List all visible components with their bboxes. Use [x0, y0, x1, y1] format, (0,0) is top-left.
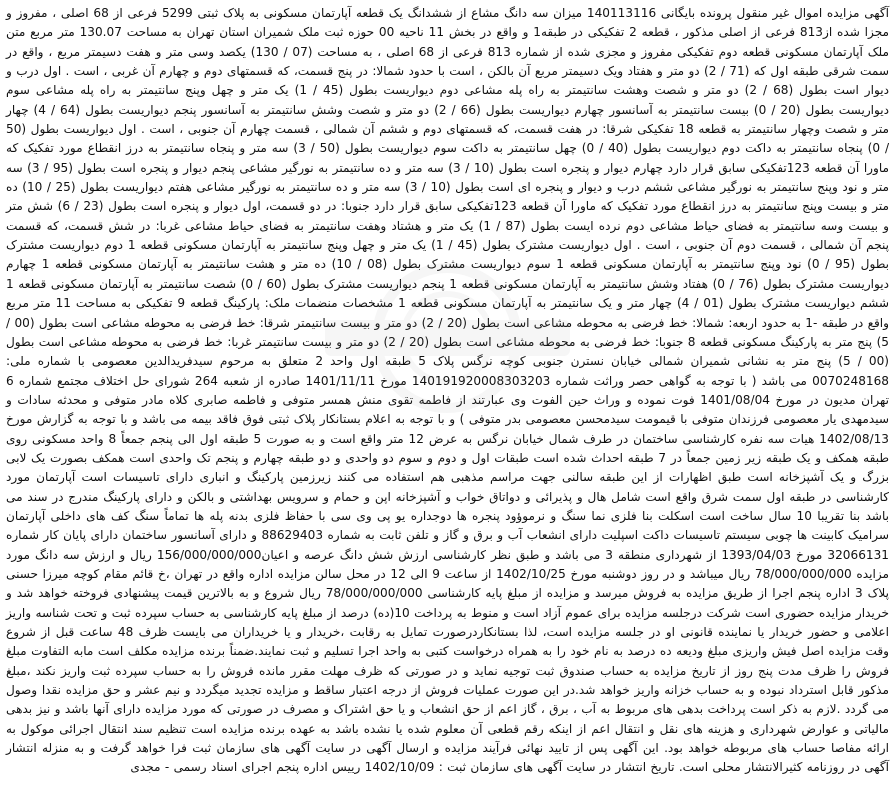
auction-notice-text: آگهی مزایده اموال غیر منقول پرونده بایگانی 140113116 میزان سه دانگ مشاع از ششدانگ یک قطعه آپارتمان مسکونی به پلاک ثبتی 5299 فرعی از 68 اصلی ، مفروز و مجزا شده از813 فرعی از اصلی مذکور ، قطعه 2 تفکیکی در طبقه1 و واقع در بخش 11 ناحیه 00 حوزه ثبت ملک شمیران استان تهران به مساحت 130.07 متر مربع متن ملک آپارتمان مسکونی قطعه دوم تفکیکی مفروز و مجزی شده از شماره 813 فرعی از 68 اصلی ، به مساحت (07 / 130) یکصد وسی متر و هفت دسیمتر مربع ، واقع در سمت شرقی طبقه اول که (71 / 2) دو متر و هفتاد ویک دسیمتر مربع آن بالکن ، است با حدود شمالا: در پنج قسمت، که قسمتهای دوم و چهارم آن غربی ، است . اول درب و دیوار است بطول (68 / 2) دو متر و شصت وهشت سانتیمتر به راه پله مشاعی دوم دیواریست بطول (45 / 1) یک متر و چهل وپنج سانتیمتر به راه پله مشاعی سوم دیواریست بطول (20 / 0) بیست سانتیمتر به آسانسور چهارم دیواریست بطول (66 / 2) دو متر و شصت وشش سانتیمتر به آسانسور پنجم دیواریست بطول (64 / 4) چهار متر و شصت وچهار سانتیمتر به قطعه 18 تفکیکی شرقا: در هفت قسمت، که قسمتهای دوم و ششم آن شمالی ، قسمت چهارم آن جنوبی ، است . اول دیواریست بطول (50 / 0) پنجاه سانتیمتر به داکت دوم دیواریست بطول (40 / 0) چهل سانتیمتر به داکت سوم دیواریست بطول (50 / 3) سه متر و پنجاه سانتیمتر به درز انقطاع مورد تفکیک که ماورا آن قطعه 123تفکیکی سابق قرار دارد چهارم دیوار و پنجره است بطول (10 / 3) سه متر و ده سانتیمتر به نورگیر مشاعی پنجم دیوار و پنجره است بطول (95 / 3) سه متر و نود وپنج سانتیمتر به نورگیر مشاعی ششم درب و دیوار و پنجره ای است بطول (10 / 3) سه متر و ده سانتیمتر به نورگیر مشاعی هفتم دیواریست بطول (25 / 10) ده متر و بیست وپنج سانتیمتر به درز انقطاع مورد تفکیک که ماورا آن قطعه 123تفکیکی سابق قرار دارد جنوبا: در دو قسمت، اول دیوار و پنجره است بطول (23 / 6) شش متر و بیست وسه سانتیمتر به فضای حیاط مشاعی دوم نرده ایست بطول (87 / 1) یک متر و هشتاد وهفت سانتیمتر به فضای حیاط مشاعی غربا: در شش قسمت، که قسمت پنجم آن شمالی ، قسمت دوم آن جنوبی ، است . اول دیواریست مشترک بطول (45 / 1) یک متر و چهل وپنج سانتیمتر به آپارتمان مسکونی قطعه 1 دوم دیواریست مشترک بطول (95 / 0) نود وپنج سانتیمتر به آپارتمان مسکونی قطعه 1 سوم دیواریست مشترک بطول (08 / 10) ده متر و هشت سانتیمتر به آپارتمان مسکونی قطعه 1 چهارم دیواریست مشترک بطول (76 / 0) هفتاد وشش سانتیمتر به آپارتمان مسکونی قطعه 1 پنجم دیواریست مشترک بطول (60 / 0) شصت سانتیمتر به آپارتمان مسکونی قطعه 1 ششم دیواریست مشترک بطول (01 / 4) چهار متر و یک سانتیمتر به آپارتمان مسکونی قطعه 1 مشخصات منضمات ملک: پارکینگ قطعه 9 تفکیکی به مساحت 11 متر مربع واقع در طبقه -1 به حدود اربعه: شمالا: خط فرضی به محوطه مشاعی است بطول (20 / 2) دو متر و بیست سانتیمتر شرقا: خط فرضی به محوطه مشاعی است بطول (00 / 5) پنج متر به پارکینگ مسکونی قطعه 8 جنوبا: خط فرضی به محوطه مشاعی است بطول (20 / 2) دو متر و بیست سانتیمتر غربا: خط فرضی به محوطه مشاعی است بطول (00 / 5) پنج متر به نشانی شمیران شمالی خیابان نسترن جنوبی کوچه نرگس پلاک 5 طبقه اول واحد 2 متعلق به مرحوم سیدفریدالدین معصومی با شماره ملی: 0070248168 می باشد ( با توجه به گواهی حصر وراثت شماره 140191920008303203 مورخ 1401/11/11 صادره از شعبه 264 شورای حل اختلاف مجتمع شماره 6 تهران مدیون در مورخ 1401/08/04 فوت نموده و وراث حین الفوت وی عبارتند از فاطمه تقوی منش همسر متوفی و فاطمه صابری کلاه مادر متوفی و محدثه سادات و سیدمهدی یار معصومی فرزندان متوفی با قیمومت سیدمحسن معصومی بدر متوفی ) و با توجه به اعلام بستانکار پلاک ثبتی فوق فاقد بیمه می باشد و با توجه به گزارش مورخ 1402/08/13 هیات سه نفره کارشناسی ساختمان در طرف شمال خیابان نرگس به عرض 12 متر واقع است و به صورت 5 طبقه اول الی پنجم جمعاً 8 واحد مسکونی روی طبقه همکف و یک طبقه زیر زمین جمعاً در 7 طبقه احداث شده است طبقات اول و دوم و سوم دو واحدی و دو طبقه چهارم و پنجم تک واحدی است همکف بصورت یک لابی بزرگ و یک آشپزخانه است طبق اظهارات از این طبقه سالنی جهت مراسم مذهبی هم استفاده می کنند زیرزمین پارکینگ و انباری دارای تاسیسات است آپارتمان مورد کارشناسی در طبقه اول سمت شرق واقع است شامل هال و پذیرائی و دواتاق خواب و آشپزخانه اپن و حمام و سرویس بهداشتی و بالکن و دارای پارکینگ مندرج در سند می باشد بنا تقریبا 10 سال ساخت است اسکلت بنا فلزی نما سنگ و نرموؤود پنجره ها دوجداره یو پی وی سی با حفاظ فلزی بدنه پله ها تماماً سنگ کف های داخلی آپارتمان سرامیک کابینت ها چوبی سیستم تاسیسات داکت اسپلیت دارای انشعاب آب و برق و گاز و تلفن ثابت به شماره 88629403 و دارای آسانسور ساختمان دارای پایان کار شماره 32066131 مورخ 1393/04/03 از شهرداری منطقه 3 می باشد و طبق نظر کارشناسی ارزش شش دانگ عرصه و اعیان156/000/000/000 ریال و ارزش سه دانگ مورد مزایده 78/000/000/000 ریال میباشد و در روز دوشنبه مورخ 1402/10/25 از ساعت 9 الی 12 در محل سالن مزایده اداره واقع در تهران ،خ قائم مقام کوچه میرزا حسنی پلاک 3 اداره پنجم اجرا از طریق مزایده به فروش میرسد و مزایده از مبلغ پایه کارشناسی 78/000/000/000 ریال شروع و به بالاترین قیمت پیشنهادی فروخته خواهد شد و خریدار مزایده حضوری است شرکت درجلسه مزایده برای عموم آزاد است و منوط به پرداخت 10(ده) درصد از مبلغ پایه کارشناسی به حساب سپرده ثبت و تحت شناسه واریز اعلامی و حضور خریدار یا نماینده قانونی او در جلسه مزایده است، لذا بستانکاردرصورت تمایل به رقابت ،خریدار و یا خریداران می بایست ظرف 48 ساعت قبل از شروع وقت مزایده اصل فیش واریزی مبلغ ودیعه ده درصد به نام خود را به همراه درخواست کتبی به واحد اجرا تسلیم و ثبت نمایند.ضمناً برنده مزایده مکلف است مابه التفاوت مبلغ فروش را ظرف مدت پنج روز از تاریخ مزایده به حساب صندوق ثبت توجیه نماید و در صورتی که ظرف مهلت مقرر مانده فروش را به حساب سپرده ثبت واریز نکند ،مبلغ مذکور قابل استرداد نبوده و به حساب خزانه واریز خواهد شد.در این صورت عملیات فروش از درجه اعتبار ساقط و مزایده تجدید میگردد و نیم عشر و حق مزایده نقدا وصول می گردد .لازم به ذکر است پرداخت بدهی های مربوط به آب ، برق ، گاز اعم از حق انشعاب و یا حق اشتراک و مصرف در صورتی که مورد مزایده دارای آنها باشد و نیز بدهی مالیاتی و عوارض شهرداری و هزینه های نقل و انتقال اعم از اینکه رقم قطعی آن معلوم شده یا نشده باشد به عهده برنده مزایده است تنظیم سند انتقال اجرائی موکول به ارائه مفاصا حساب های مربوطه خواهد بود. این آگهی پس از تایید نهائی فرآیند مزایده و ارسال آگهی در سایت آگهی های سازمان ثبت فرا خواهد گرفت و به منزله انتشار آگهی در روزنامه کثیرالانتشار محلی است. تاریخ انتشار در سایت آگهی های سازمان ثبت : 1402/10/09 رییس اداره پنجم اجرای اسناد رسمی - مجدی: [6, 6, 890, 775]
